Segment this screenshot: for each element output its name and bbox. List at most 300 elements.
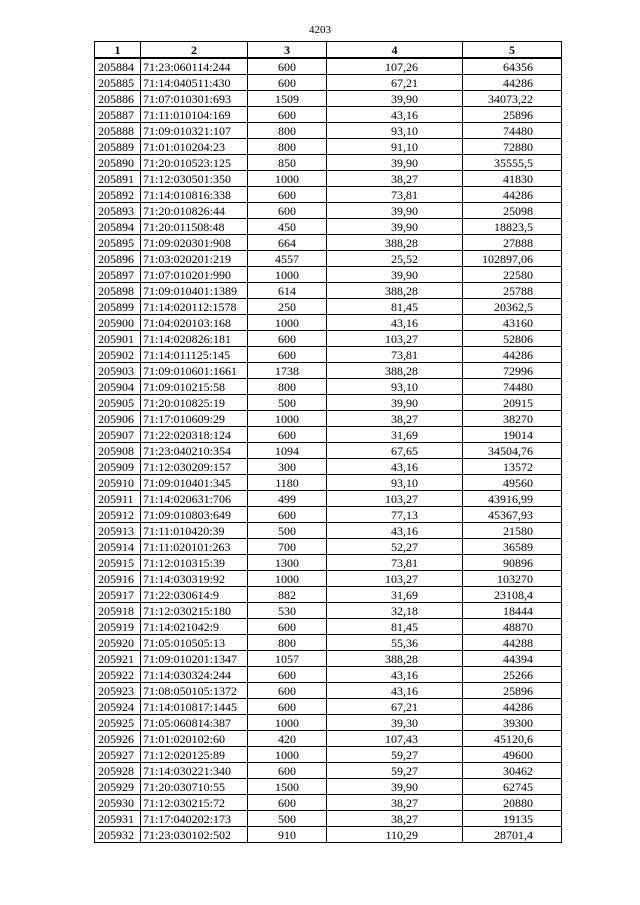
table-cell-col2: 71:14:011125:145: [141, 347, 248, 363]
table-cell-col5: 72880: [463, 139, 562, 155]
table-cell-col1: 205922: [95, 667, 141, 683]
table-cell-col3: 1738: [248, 363, 327, 379]
table-cell-col1: 205896: [95, 251, 141, 267]
table-cell-col3: 600: [248, 203, 327, 219]
table-header-row: [95, 42, 562, 59]
table-cell-col2: 71:12:030209:157: [141, 459, 248, 475]
table-row: [95, 539, 562, 555]
table-cell-col1: 205911: [95, 491, 141, 507]
table-cell-col2: 71:01:020102:60: [141, 731, 248, 747]
table-cell-col2: 71:11:010104:169: [141, 107, 248, 123]
table-cell-col4: 91,10: [327, 139, 463, 155]
table-cell-col2: 71:09:010601:1661: [141, 363, 248, 379]
table-row: [95, 139, 562, 155]
table-cell-col3: 614: [248, 283, 327, 299]
table-cell-col2: 71:12:030215:180: [141, 603, 248, 619]
table-row: [95, 731, 562, 747]
table-row: [95, 235, 562, 251]
table-cell-col4: 77,13: [327, 507, 463, 523]
table-cell-col1: 205921: [95, 651, 141, 667]
table-cell-col5: 20362,5: [463, 299, 562, 315]
table-cell-col1: 205908: [95, 443, 141, 459]
table-cell-col2: 71:11:020101:263: [141, 539, 248, 555]
table-cell-col1: 205893: [95, 203, 141, 219]
table-cell-col1: 205916: [95, 571, 141, 587]
table-cell-col2: 71:12:030215:72: [141, 795, 248, 811]
table-cell-col3: 1000: [248, 171, 327, 187]
table-cell-col5: 34504,76: [463, 443, 562, 459]
table-cell-col3: 600: [248, 667, 327, 683]
table-row: [95, 523, 562, 539]
table-cell-col2: 71:14:010817:1445: [141, 699, 248, 715]
table-cell-col2: 71:04:020103:168: [141, 315, 248, 331]
table-cell-col5: 49600: [463, 747, 562, 763]
table-row: [95, 219, 562, 235]
table-cell-col1: 205890: [95, 155, 141, 171]
table-cell-col3: 1180: [248, 475, 327, 491]
table-cell-col5: 25098: [463, 203, 562, 219]
table-row: [95, 619, 562, 635]
table-cell-col5: 13572: [463, 459, 562, 475]
table-cell-col2: 71:23:040210:354: [141, 443, 248, 459]
table-cell-col3: 800: [248, 123, 327, 139]
table-cell-col5: 25896: [463, 683, 562, 699]
table-cell-col5: 19014: [463, 427, 562, 443]
table-cell-col1: 205902: [95, 347, 141, 363]
table-cell-col2: 71:01:010204:23: [141, 139, 248, 155]
table-cell-col5: 52806: [463, 331, 562, 347]
table-cell-col1: 205888: [95, 123, 141, 139]
table-cell-col1: 205886: [95, 91, 141, 107]
table-cell-col3: 1000: [248, 747, 327, 763]
table-cell-col1: 205912: [95, 507, 141, 523]
table-cell-col5: 90896: [463, 555, 562, 571]
table-row: [95, 331, 562, 347]
table-row: [95, 443, 562, 459]
table-cell-col1: 205923: [95, 683, 141, 699]
table-cell-col4: 38,27: [327, 795, 463, 811]
table-cell-col1: 205905: [95, 395, 141, 411]
table-cell-col2: 71:12:020125:89: [141, 747, 248, 763]
table-cell-col1: 205891: [95, 171, 141, 187]
table-row: [95, 555, 562, 571]
table-cell-col5: 44286: [463, 187, 562, 203]
table-cell-col5: 28701,4: [463, 827, 562, 843]
table-cell-col2: 71:20:010825:19: [141, 395, 248, 411]
table-cell-col4: 103,27: [327, 571, 463, 587]
table-cell-col3: 1509: [248, 91, 327, 107]
table-cell-col3: 1300: [248, 555, 327, 571]
table-cell-col5: 49560: [463, 475, 562, 491]
table-cell-col4: 39,30: [327, 715, 463, 731]
table-cell-col5: 44286: [463, 347, 562, 363]
table-row: [95, 251, 562, 267]
table-row: [95, 715, 562, 731]
table-cell-col3: 1057: [248, 651, 327, 667]
table-row: [95, 411, 562, 427]
table-cell-col3: 600: [248, 427, 327, 443]
table-row: [95, 427, 562, 443]
table-row: [95, 491, 562, 507]
table-cell-col1: 205914: [95, 539, 141, 555]
table-cell-col3: 600: [248, 619, 327, 635]
table-cell-col2: 71:03:020201:219: [141, 251, 248, 267]
table-cell-col3: 1000: [248, 267, 327, 283]
table-cell-col4: 39,90: [327, 155, 463, 171]
table-cell-col2: 71:14:020112:1578: [141, 299, 248, 315]
table-cell-col3: 500: [248, 811, 327, 827]
table-cell-col4: 32,18: [327, 603, 463, 619]
table-cell-col4: 38,27: [327, 411, 463, 427]
table-cell-col4: 107,43: [327, 731, 463, 747]
table-cell-col3: 600: [248, 699, 327, 715]
table-row: [95, 811, 562, 827]
table-cell-col4: 67,21: [327, 699, 463, 715]
table-cell-col3: 850: [248, 155, 327, 171]
table-cell-col2: 71:17:040202:173: [141, 811, 248, 827]
table-cell-col2: 71:09:010803:649: [141, 507, 248, 523]
table-row: [95, 635, 562, 651]
table-cell-col1: 205928: [95, 763, 141, 779]
table-row: [95, 763, 562, 779]
table-cell-col2: 71:14:040511:430: [141, 75, 248, 91]
table-cell-col5: 74480: [463, 123, 562, 139]
table-row: [95, 107, 562, 123]
table-cell-col5: 30462: [463, 763, 562, 779]
table-cell-col3: 1094: [248, 443, 327, 459]
table-row: [95, 75, 562, 91]
table-cell-col4: 39,90: [327, 395, 463, 411]
table-row: [95, 203, 562, 219]
table-cell-col4: 67,21: [327, 75, 463, 91]
table-cell-col4: 39,90: [327, 203, 463, 219]
table-cell-col3: 600: [248, 107, 327, 123]
table-cell-col1: 205901: [95, 331, 141, 347]
table-cell-col1: 205907: [95, 427, 141, 443]
table-cell-col4: 388,28: [327, 283, 463, 299]
table-cell-col2: 71:20:030710:55: [141, 779, 248, 795]
table-cell-col3: 499: [248, 491, 327, 507]
table-cell-col5: 25788: [463, 283, 562, 299]
table-cell-col5: 64356: [463, 58, 562, 75]
table-cell-col4: 25,52: [327, 251, 463, 267]
column-header: 3: [248, 42, 327, 59]
table-cell-col3: 664: [248, 235, 327, 251]
table-cell-col2: 71:23:060114:244: [141, 58, 248, 75]
table-cell-col3: 1000: [248, 411, 327, 427]
table-cell-col1: 205884: [95, 58, 141, 75]
table-cell-col2: 71:14:021042:9: [141, 619, 248, 635]
table-cell-col1: 205929: [95, 779, 141, 795]
table-row: [95, 315, 562, 331]
table-cell-col1: 205892: [95, 187, 141, 203]
table-cell-col2: 71:07:010301:693: [141, 91, 248, 107]
table-cell-col3: 600: [248, 58, 327, 75]
table-cell-col4: 103,27: [327, 331, 463, 347]
table-cell-col2: 71:09:010215:58: [141, 379, 248, 395]
table-cell-col5: 36589: [463, 539, 562, 555]
table-row: [95, 683, 562, 699]
table-cell-col1: 205894: [95, 219, 141, 235]
table-cell-col4: 93,10: [327, 123, 463, 139]
table-cell-col2: 71:14:030221:340: [141, 763, 248, 779]
table-cell-col3: 1000: [248, 315, 327, 331]
table-row: [95, 299, 562, 315]
table-cell-col1: 205910: [95, 475, 141, 491]
table-cell-col5: 18823,5: [463, 219, 562, 235]
table-cell-col2: 71:14:030324:244: [141, 667, 248, 683]
table-cell-col5: 74480: [463, 379, 562, 395]
table-cell-col1: 205917: [95, 587, 141, 603]
table-cell-col2: 71:09:020301:908: [141, 235, 248, 251]
table-cell-col4: 43,16: [327, 107, 463, 123]
table-cell-col3: 600: [248, 795, 327, 811]
table-row: [95, 651, 562, 667]
table-cell-col5: 39300: [463, 715, 562, 731]
table-cell-col1: 205889: [95, 139, 141, 155]
table-cell-col5: 20915: [463, 395, 562, 411]
page-number: 4203: [309, 24, 331, 36]
table-cell-col4: 43,16: [327, 459, 463, 475]
table-cell-col3: 800: [248, 379, 327, 395]
table-row: [95, 795, 562, 811]
column-header: 1: [95, 42, 141, 59]
table-cell-col2: 71:09:010401:1389: [141, 283, 248, 299]
table-row: [95, 699, 562, 715]
table-row: [95, 587, 562, 603]
table-cell-col1: 205909: [95, 459, 141, 475]
table-cell-col1: 205903: [95, 363, 141, 379]
table-row: [95, 347, 562, 363]
table-cell-col2: 71:22:020318:124: [141, 427, 248, 443]
table-cell-col1: 205926: [95, 731, 141, 747]
table-cell-col2: 71:22:030614:9: [141, 587, 248, 603]
table-row: [95, 58, 562, 75]
table-cell-col4: 59,27: [327, 763, 463, 779]
table-cell-col5: 41830: [463, 171, 562, 187]
table-cell-col2: 71:20:010523:125: [141, 155, 248, 171]
table-row: [95, 459, 562, 475]
table-cell-col1: 205898: [95, 283, 141, 299]
table-row: [95, 571, 562, 587]
table-cell-col3: 600: [248, 507, 327, 523]
table-row: [95, 155, 562, 171]
table-cell-col4: 43,16: [327, 683, 463, 699]
table-cell-col5: 44286: [463, 699, 562, 715]
table-cell-col3: 250: [248, 299, 327, 315]
table-cell-col3: 800: [248, 635, 327, 651]
table-cell-col4: 73,81: [327, 187, 463, 203]
table-cell-col5: 38270: [463, 411, 562, 427]
table-row: [95, 603, 562, 619]
table-cell-col5: 48870: [463, 619, 562, 635]
table-cell-col5: 102897,06: [463, 251, 562, 267]
table-cell-col1: 205887: [95, 107, 141, 123]
table-cell-col2: 71:12:010315:39: [141, 555, 248, 571]
table-cell-col1: 205920: [95, 635, 141, 651]
table-cell-col4: 73,81: [327, 555, 463, 571]
table-cell-col5: 27888: [463, 235, 562, 251]
table-cell-col4: 31,69: [327, 587, 463, 603]
table-cell-col4: 103,27: [327, 491, 463, 507]
table-cell-col4: 39,90: [327, 267, 463, 283]
table-row: [95, 475, 562, 491]
table-cell-col1: 205900: [95, 315, 141, 331]
table-cell-col3: 910: [248, 827, 327, 843]
table-cell-col5: 34073,22: [463, 91, 562, 107]
column-header: 4: [327, 42, 463, 59]
table-row: [95, 667, 562, 683]
table-cell-col1: 205919: [95, 619, 141, 635]
table-cell-col4: 93,10: [327, 379, 463, 395]
table-row: [95, 395, 562, 411]
table-cell-col3: 800: [248, 139, 327, 155]
table-cell-col5: 62745: [463, 779, 562, 795]
table-cell-col2: 71:14:030319:92: [141, 571, 248, 587]
table-cell-col5: 44394: [463, 651, 562, 667]
table-cell-col2: 71:07:010201:990: [141, 267, 248, 283]
table-cell-col5: 20880: [463, 795, 562, 811]
table-cell-col5: 18444: [463, 603, 562, 619]
table-cell-col2: 71:09:010401:345: [141, 475, 248, 491]
table-row: [95, 187, 562, 203]
table-cell-col1: 205897: [95, 267, 141, 283]
table-cell-col1: 205925: [95, 715, 141, 731]
table-cell-col2: 71:14:020631:706: [141, 491, 248, 507]
table-cell-col3: 4557: [248, 251, 327, 267]
table-cell-col4: 388,28: [327, 651, 463, 667]
table-cell-col5: 19135: [463, 811, 562, 827]
table-body: [95, 58, 562, 843]
table-cell-col4: 59,27: [327, 747, 463, 763]
table-cell-col2: 71:20:011508:48: [141, 219, 248, 235]
table-cell-col1: 205913: [95, 523, 141, 539]
table-cell-col4: 67,65: [327, 443, 463, 459]
table-cell-col4: 43,16: [327, 523, 463, 539]
column-header: 2: [141, 42, 248, 59]
table-row: [95, 171, 562, 187]
table-cell-col4: 388,28: [327, 235, 463, 251]
table-cell-col4: 39,90: [327, 219, 463, 235]
table-cell-col4: 55,36: [327, 635, 463, 651]
table-cell-col3: 530: [248, 603, 327, 619]
table-cell-col4: 52,27: [327, 539, 463, 555]
table-cell-col2: 71:14:010816:338: [141, 187, 248, 203]
table-cell-col4: 39,90: [327, 779, 463, 795]
table-cell-col4: 31,69: [327, 427, 463, 443]
table-cell-col1: 205924: [95, 699, 141, 715]
table-cell-col5: 35555,5: [463, 155, 562, 171]
table-cell-col4: 81,45: [327, 619, 463, 635]
table-cell-col1: 205906: [95, 411, 141, 427]
table-cell-col5: 23108,4: [463, 587, 562, 603]
table-cell-col2: 71:05:060814:387: [141, 715, 248, 731]
table-cell-col3: 1000: [248, 571, 327, 587]
table-row: [95, 267, 562, 283]
table-cell-col5: 45120,6: [463, 731, 562, 747]
table-cell-col4: 107,26: [327, 58, 463, 75]
table-cell-col5: 43160: [463, 315, 562, 331]
table-row: [95, 123, 562, 139]
table-cell-col3: 600: [248, 347, 327, 363]
table-cell-col3: 300: [248, 459, 327, 475]
table-row: [95, 379, 562, 395]
table-cell-col3: 600: [248, 331, 327, 347]
table-cell-col2: 71:12:030501:350: [141, 171, 248, 187]
table-cell-col2: 71:09:010201:1347: [141, 651, 248, 667]
table-cell-col4: 93,10: [327, 475, 463, 491]
table-cell-col3: 882: [248, 587, 327, 603]
table-cell-col1: 205885: [95, 75, 141, 91]
table-cell-col5: 21580: [463, 523, 562, 539]
table-cell-col2: 71:11:010420:39: [141, 523, 248, 539]
table-cell-col4: 39,90: [327, 91, 463, 107]
table-row: [95, 91, 562, 107]
table-cell-col2: 71:08:050105:1372: [141, 683, 248, 699]
table-cell-col5: 45367,93: [463, 507, 562, 523]
table-cell-col4: 43,16: [327, 315, 463, 331]
table-cell-col3: 600: [248, 187, 327, 203]
table-cell-col1: 205915: [95, 555, 141, 571]
table-cell-col2: 71:20:010826:44: [141, 203, 248, 219]
table-cell-col2: 71:17:010609:29: [141, 411, 248, 427]
table-cell-col1: 205904: [95, 379, 141, 395]
table-cell-col1: 205931: [95, 811, 141, 827]
table-cell-col3: 600: [248, 75, 327, 91]
table-row: [95, 507, 562, 523]
table-cell-col2: 71:14:020826:181: [141, 331, 248, 347]
table-row: [95, 779, 562, 795]
table-cell-col4: 43,16: [327, 667, 463, 683]
table-cell-col4: 110,29: [327, 827, 463, 843]
table-cell-col5: 25896: [463, 107, 562, 123]
table-cell-col1: 205930: [95, 795, 141, 811]
table-cell-col2: 71:23:030102:502: [141, 827, 248, 843]
table-cell-col3: 420: [248, 731, 327, 747]
table-cell-col4: 38,27: [327, 811, 463, 827]
table-cell-col5: 103270: [463, 571, 562, 587]
table-cell-col5: 44288: [463, 635, 562, 651]
table-cell-col3: 700: [248, 539, 327, 555]
table-cell-col1: 205927: [95, 747, 141, 763]
table-cell-col5: 72996: [463, 363, 562, 379]
table-cell-col1: 205895: [95, 235, 141, 251]
table-row: [95, 827, 562, 843]
table-cell-col5: 25266: [463, 667, 562, 683]
table-cell-col3: 1000: [248, 715, 327, 731]
table-cell-col2: 71:09:010321:107: [141, 123, 248, 139]
table-cell-col3: 600: [248, 763, 327, 779]
column-header: 5: [463, 42, 562, 59]
table-cell-col2: 71:05:010505:13: [141, 635, 248, 651]
table-cell-col5: 43916,99: [463, 491, 562, 507]
table-cell-col4: 38,27: [327, 171, 463, 187]
table-cell-col4: 388,28: [327, 363, 463, 379]
table-cell-col1: 205918: [95, 603, 141, 619]
table-cell-col3: 500: [248, 523, 327, 539]
table-row: [95, 747, 562, 763]
table-cell-col1: 205932: [95, 827, 141, 843]
table-cell-col1: 205899: [95, 299, 141, 315]
data-table: [94, 41, 562, 843]
table-cell-col3: 500: [248, 395, 327, 411]
table-row: [95, 363, 562, 379]
table-row: [95, 283, 562, 299]
table-cell-col4: 81,45: [327, 299, 463, 315]
table-cell-col4: 73,81: [327, 347, 463, 363]
table-cell-col5: 22580: [463, 267, 562, 283]
table-cell-col3: 1500: [248, 779, 327, 795]
